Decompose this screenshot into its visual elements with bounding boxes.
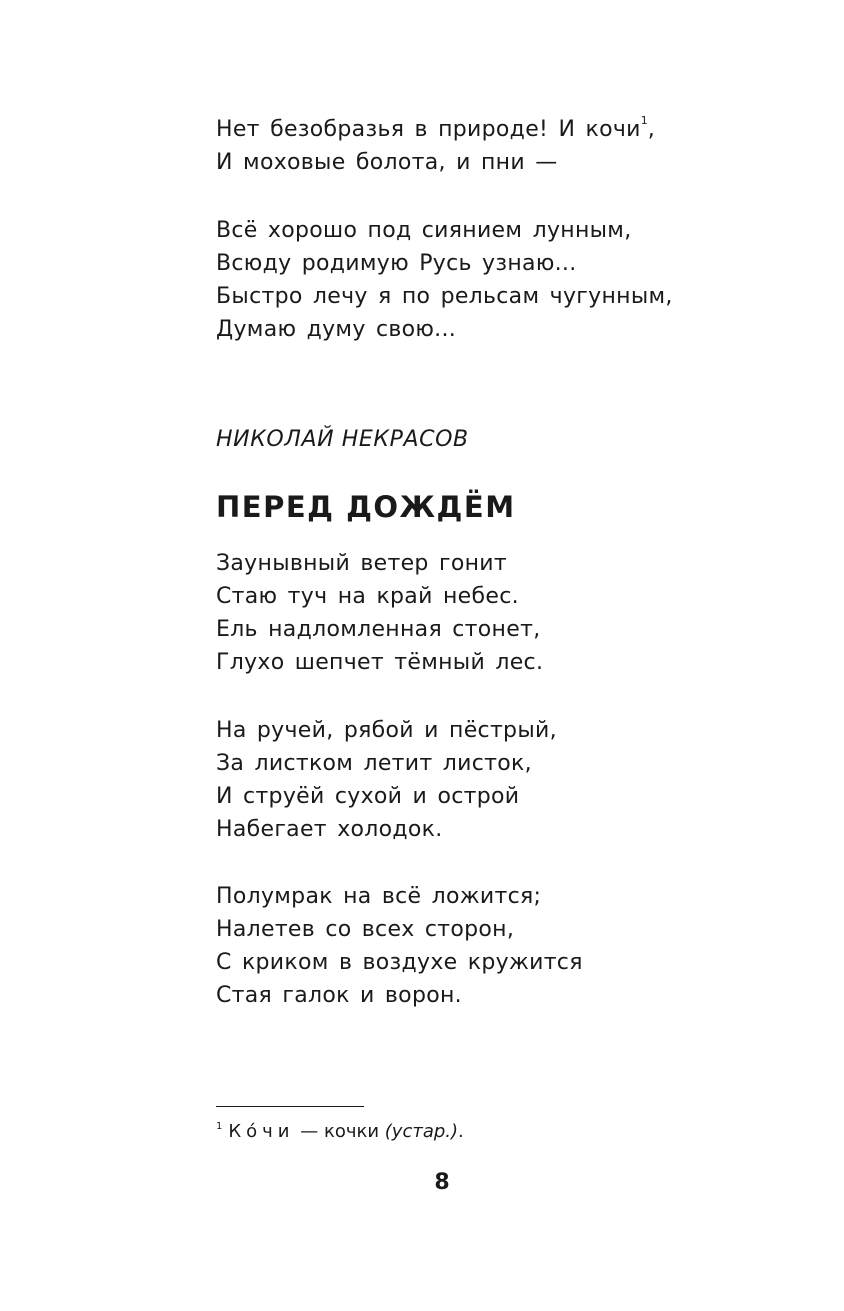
footnote-reference: 1 bbox=[640, 114, 648, 127]
verse-line: Ель надломленная стонет, bbox=[216, 617, 541, 642]
verse-line: Глухо шепчет тёмный лес. bbox=[216, 650, 544, 675]
verse-line: Заунывный ветер гонит bbox=[216, 551, 507, 576]
verse-line: Налетев со всех сторон, bbox=[216, 917, 515, 942]
page-number: 8 bbox=[434, 1170, 450, 1195]
verse-text: Нет безобразья в природе! И кочи bbox=[216, 117, 641, 142]
verse-line bbox=[216, 113, 655, 146]
author-name: НИКОЛАЙ НЕКРАСОВ bbox=[216, 427, 469, 452]
footnote-term: Ко́чи bbox=[228, 1121, 295, 1142]
footnote bbox=[216, 1118, 464, 1146]
poem-stanza-3 bbox=[216, 880, 583, 1012]
verse-line: С криком в воздухе кружится bbox=[216, 950, 583, 975]
verse-line: Полумрак на всё ложится; bbox=[216, 884, 542, 909]
poem-stanza-2 bbox=[216, 714, 557, 846]
verse-line: Стая галок и ворон. bbox=[216, 983, 462, 1008]
verse-line: Всё хорошо под сиянием лунным, bbox=[216, 218, 632, 243]
verse-line: Думаю думу свою... bbox=[216, 317, 457, 342]
verse-line: Всюду родимую Русь узнаю... bbox=[216, 251, 577, 276]
verse-line: Быстро лечу я по рельсам чугунным, bbox=[216, 284, 673, 309]
stanza-prev-2 bbox=[216, 214, 673, 346]
verse-line: Набегает холодок. bbox=[216, 817, 443, 842]
verse-line: И струёй сухой и острой bbox=[216, 784, 520, 809]
stanza-prev-1 bbox=[216, 113, 655, 179]
poem-title: ПЕРЕД ДОЖДЁМ bbox=[216, 490, 516, 524]
footnote-definition: — кочки bbox=[294, 1121, 385, 1142]
verse-punctuation: , bbox=[647, 117, 656, 142]
footnote-divider bbox=[216, 1106, 364, 1107]
footnote-abbreviation: (устар.) bbox=[384, 1121, 459, 1142]
verse-line: На ручей, рябой и пёстрый, bbox=[216, 718, 557, 743]
footnote-number: 1 bbox=[216, 1121, 223, 1132]
verse-line: Стаю туч на край небес. bbox=[216, 584, 519, 609]
footnote-end: . bbox=[458, 1121, 464, 1142]
poem-stanza-1 bbox=[216, 547, 543, 679]
verse-line: За листком летит листок, bbox=[216, 751, 532, 776]
verse-line: И моховые болота, и пни — bbox=[216, 150, 558, 175]
